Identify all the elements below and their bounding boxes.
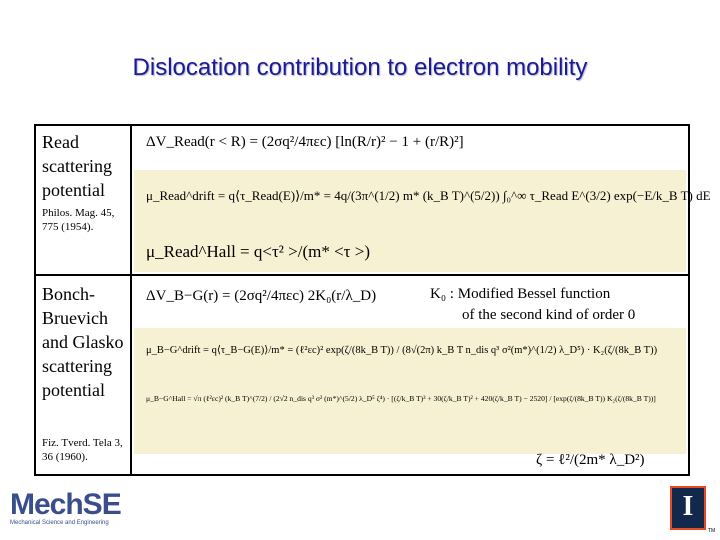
equation-read-drift: μ_Read^drift = q⟨τ_Read(E)⟩/m* = 4q/(3π^(1/2) m* (k_B T)^(5/2)) ∫₀^∞ τ_Read E^(3/2) exp(−E/k_B T) dE bbox=[146, 188, 711, 203]
slide-title: Dislocation contribution to electron mobility bbox=[132, 54, 588, 81]
mechse-logo-subtitle: Mechanical Science and Engineering bbox=[10, 520, 109, 526]
table-divider-vertical bbox=[130, 124, 132, 476]
equation-bg-potential: ΔV_B−G(r) = (2σq²/4πεc) 2K₀(r/λ_D) bbox=[146, 288, 377, 304]
illinois-logo-icon: I bbox=[670, 486, 706, 530]
equation-read-hall: μ_Read^Hall = q<τ² >/(m* <τ >) bbox=[146, 242, 371, 261]
mechse-logo bbox=[10, 490, 132, 526]
equation-read-potential: ΔV_Read(r < R) = (2σq²/4πεc) [ln(R/r)² − 1 + (r/R)²] bbox=[146, 134, 464, 150]
mechse-logo-text: MechSE bbox=[10, 488, 121, 521]
citation-read: Philos. Mag. 45, 775 (1954). bbox=[42, 207, 115, 233]
citation-bg: Fiz. Tverd. Tela 3, 36 (1960). bbox=[42, 437, 123, 463]
table-divider-horizontal bbox=[34, 274, 690, 276]
trademark-icon: TM bbox=[708, 528, 716, 534]
equation-zeta: ζ = ℓ²/(2m* λ_D²) bbox=[536, 452, 645, 468]
equation-bg-hall: μ_B−G^Hall = √π (ℓ²εc)² (k_B T)^(7/2) / (2√2 n_dis q³ σ² (m*)^(5/2) λ_D⁵ ζ⁴) · [(ζ/k_B T)³ + 30(ζ/k_B T)² + 420(ζ/k_B T) − 2520] / [exp(ζ/(8k_B T)) K₂(ζ/(8k_B T))] bbox=[146, 394, 656, 403]
equation-bg-drift: μ_B−G^drift = q⟨τ_B−G(E)⟩/m* = (ℓ²εc)² exp(ζ/(8k_B T)) / (8√(2π) k_B T n_dis q³ σ²(m*)^(1/2) λ_D⁵) · K₂(ζ/(8k_B T)) bbox=[146, 345, 658, 356]
bessel-note-line1: K₀ : Modified Bessel function bbox=[430, 286, 611, 302]
row-label-read: Read scattering potential bbox=[42, 132, 112, 200]
bessel-note-line2: of the second kind of order 0 bbox=[462, 307, 636, 323]
row-label-bg: Bonch-Bruevich and Glasko scattering potential bbox=[42, 284, 124, 400]
